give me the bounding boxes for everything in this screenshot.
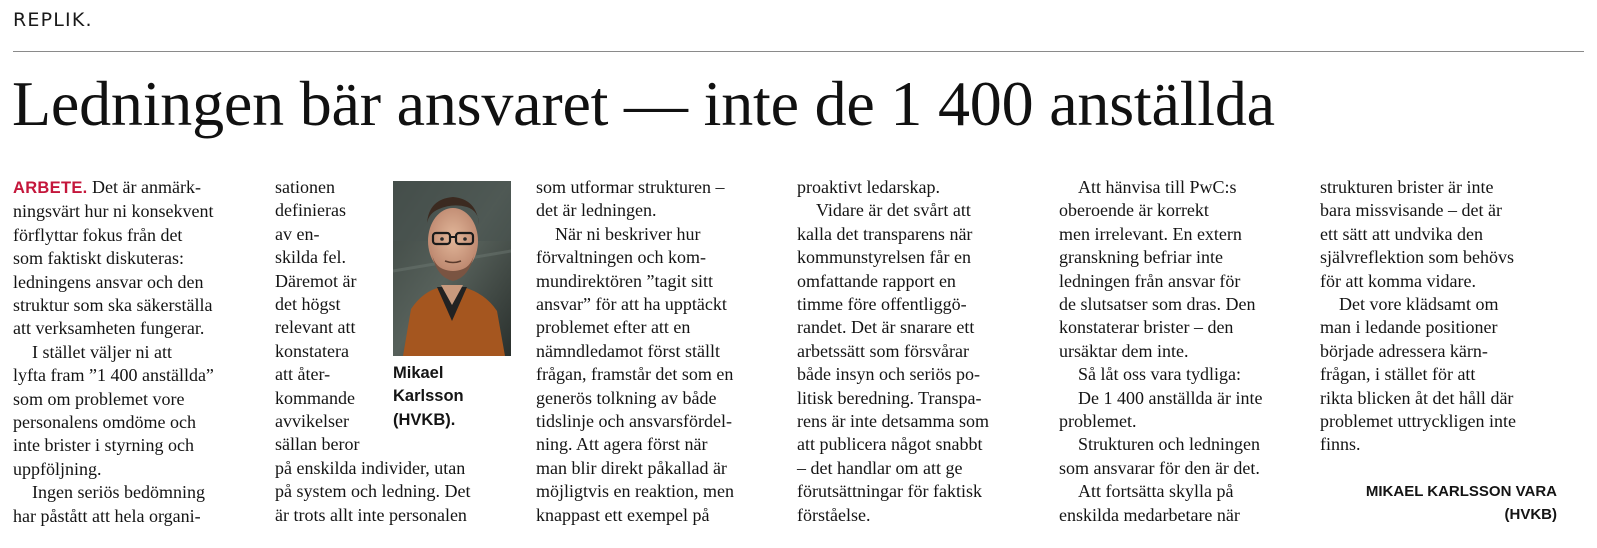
text-line: omfattande rapport en: [797, 270, 956, 291]
text-line: för att komma vidare.: [1320, 270, 1476, 291]
photo-caption: [393, 362, 513, 432]
author-photo: [393, 181, 511, 356]
text-line: kommunstyrelsen får en: [797, 247, 971, 268]
signature-line: MIKAEL KARLSSON VARA: [1365, 483, 1557, 500]
text-line: men irrelevant. En extern: [1059, 223, 1242, 244]
text-line: att åter-: [275, 364, 331, 385]
text-line: man blir direkt påkallad är: [536, 457, 727, 478]
text-line: självreflektion som behövs: [1320, 247, 1514, 268]
text-line: problemet uttryckligen inte: [1320, 411, 1516, 432]
text-line: tidslinje och ansvarsfördel-: [536, 411, 732, 432]
text-line: konstaterar brister – den: [1059, 317, 1234, 338]
paragraph: [1320, 176, 1560, 293]
article-column-1: [13, 176, 251, 528]
text-line: av en-: [275, 223, 320, 244]
text-line: personalens omdöme och: [13, 412, 196, 433]
text-line: förståelse.: [797, 504, 871, 525]
text-line: är trots allt inte personalen: [275, 504, 467, 525]
text-line: definieras: [275, 200, 346, 221]
paragraph: [1059, 387, 1299, 434]
paragraph: [13, 481, 251, 528]
paragraph: [536, 176, 776, 223]
caption-line: (HVKB).: [393, 410, 456, 429]
text-line: Strukturen och ledningen: [1078, 434, 1260, 455]
text-line: började adressera kärn-: [1320, 340, 1488, 361]
paragraph: [1059, 176, 1299, 363]
text-line: generös tolkning av både: [536, 387, 717, 408]
text-line: problemet efter att en: [536, 317, 691, 338]
author-signature: [1320, 480, 1557, 527]
text-line: frågan, framstår det som en: [536, 364, 734, 385]
text-line: struktur som ska säkerställa: [13, 295, 213, 316]
text-line: att publicera något snabbt: [797, 434, 983, 455]
text-line: problemet.: [1059, 411, 1137, 432]
text-line: möjligtvis en reaktion, men: [536, 481, 734, 502]
text-line: som faktiskt diskuteras:: [13, 248, 184, 269]
section-label: REPLIK.: [13, 9, 93, 31]
article-column-6: [1320, 176, 1560, 457]
text-line: Att hänvisa till PwC:s: [1078, 177, 1237, 197]
author-portrait-image: [393, 181, 511, 356]
text-line: de slutsatser som dras. Den: [1059, 294, 1256, 315]
text-line: arbetssätt som försvårar: [797, 340, 969, 361]
text-line: strukturen brister är inte: [1320, 177, 1494, 197]
paragraph: [1059, 363, 1299, 386]
text-line: Ingen seriös bedömning: [32, 482, 205, 503]
text-line: nämndledamot först ställt: [536, 340, 720, 361]
text-line: på enskilda individer, utan: [275, 457, 466, 478]
headline: Ledningen bär ansvaret — inte de 1 400 anställda: [12, 68, 1275, 139]
signature-line: (HVKB): [1504, 506, 1557, 524]
text-line: Så låt oss vara tydliga:: [1078, 364, 1241, 385]
text-line: både insyn och seriös po-: [797, 364, 980, 385]
text-line: det högst: [275, 294, 341, 315]
paragraph: [1320, 293, 1560, 457]
text-line: rens är inte detsamma som: [797, 411, 989, 432]
text-line: enskilda medarbetare när: [1059, 504, 1240, 525]
text-line: man i ledande positioner: [1320, 317, 1498, 338]
text-line: ursäktar dem inte.: [1059, 340, 1189, 361]
text-line: proaktivt ledarskap.: [797, 177, 940, 197]
text-line: har påstått att hela organi-: [13, 505, 201, 526]
text-line: randet. Det är snarare ett: [797, 317, 975, 338]
text-line: I stället väljer ni att: [32, 341, 172, 362]
text-line: förvaltningen och kom-: [536, 247, 706, 268]
article-column-5: [1059, 176, 1299, 527]
text-line: sationen: [275, 177, 335, 197]
text-line: på system och ledning. Det: [275, 481, 471, 502]
text-line: avvikelser: [275, 411, 349, 432]
text-line: Däremot är: [275, 270, 357, 291]
text-line: bara missvisande – det är: [1320, 200, 1502, 221]
text-line: kommande: [275, 387, 355, 408]
text-line: ett sätt att undvika den: [1320, 223, 1483, 244]
text-line: oberoende är korrekt: [1059, 200, 1209, 221]
text-line: förflyttar fokus från det: [13, 224, 183, 245]
text-line: förutsättningar för faktisk: [797, 481, 982, 502]
text-line: uppföljning.: [13, 458, 102, 479]
paragraph: [1059, 433, 1299, 480]
article-column-4: [797, 176, 1037, 527]
text-line: relevant att: [275, 317, 356, 338]
text-line: mundirektören ”tagit sitt: [536, 270, 713, 291]
text-line: – det handlar om att ge: [797, 457, 963, 478]
text-line: lyfta fram ”1 400 anställda”: [13, 365, 214, 386]
text-line: konstatera: [275, 340, 349, 361]
text-line: Det är anmärk-: [92, 177, 201, 197]
text-line: timme före offentliggö-: [797, 294, 967, 315]
text-line: att verksamheten fungerar.: [13, 318, 205, 339]
text-line: frågan, i stället för att: [1320, 364, 1476, 385]
text-line: knappast ett exempel på: [536, 504, 710, 525]
text-line: De 1 400 anställda är inte: [1078, 387, 1263, 408]
text-line: ledningens ansvar och den: [13, 271, 204, 292]
text-line: rikta blicken åt det håll där: [1320, 387, 1514, 408]
text-line: litisk beredning. Transpa-: [797, 387, 982, 408]
text-line: kalla det transparens när: [797, 223, 973, 244]
text-line: ning. Att agera först när: [536, 434, 708, 455]
text-line: som om problemet vore: [13, 388, 185, 409]
text-line: granskning befriar inte: [1059, 247, 1223, 268]
text-line: ledningen från ansvar för: [1059, 270, 1241, 291]
text-line: Att fortsätta skylla på: [1078, 481, 1234, 502]
paragraph: [797, 199, 1037, 527]
text-line: ningsvärt hur ni konsekvent: [13, 201, 214, 222]
text-line: som ansvarar för den är det.: [1059, 457, 1260, 478]
article-column-3: [536, 176, 776, 527]
paragraph: [1059, 480, 1299, 527]
text-line: det är ledningen.: [536, 200, 657, 221]
divider: [13, 51, 1584, 52]
caption-line: Mikael: [393, 364, 444, 382]
text-line: ansvar” för att ha upptäckt: [536, 294, 727, 315]
paragraph: [13, 341, 251, 481]
text-line: Det vore klädsamt om: [1339, 294, 1499, 315]
text-line: inte brister i styrning och: [13, 435, 194, 456]
text-line: skilda fel.: [275, 247, 346, 268]
text-line: finns.: [1320, 434, 1361, 455]
caption-line: Karlsson: [393, 387, 464, 406]
paragraph: [13, 176, 251, 341]
text-line: sällan beror: [275, 434, 360, 455]
text-line: När ni beskriver hur: [555, 223, 701, 244]
paragraph: [797, 176, 1037, 199]
text-line: som utformar strukturen –: [536, 177, 725, 197]
paragraph: [536, 223, 776, 527]
text-line: Vidare är det svårt att: [816, 200, 971, 221]
section-tag: ARBETE.: [13, 179, 88, 197]
